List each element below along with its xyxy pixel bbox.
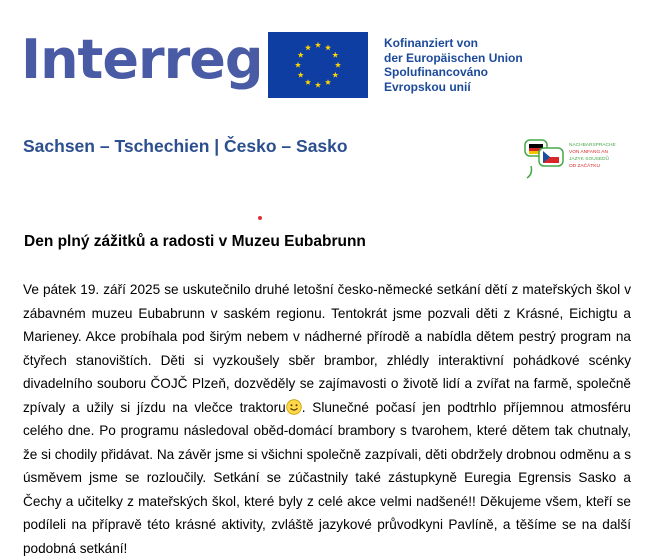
speech-bubbles-icon: [523, 136, 623, 186]
eu-line: der Europäischen Union: [384, 50, 523, 65]
badge-line: JAZYK SOUSEDŮ: [569, 157, 609, 162]
eu-line: Spolufinancováno: [384, 65, 489, 79]
badge-line: VON ANFANG AN: [569, 150, 608, 155]
body-text-part1: Ve pátek 19. září 2025 se uskutečnilo druhé letošní česko-německé setkání dětí z mateřských škol v zábavném muzeu Eubabrunn v saském regionu. Tentokrát jsme pozvali děti z Krásné, Eichigtu a Marieney. Akce probíhala pod širým nebem v nádherné přírodě a nabídla dětem pestrý program na čtyřech stanovištích. Děti si vyzkoušely sběr brambor, zhlédly interaktivní pohádkové scénky divadelního souboru ČOJČ Plzeň, dozvěděly se zajímavosti o životě lidí a zvířat na farmě, společně zpívaly a užily si jízdu na vlečce traktoru: [23, 282, 631, 415]
region-label: Sachsen – Tschechien | Česko – Sasko: [23, 136, 348, 156]
header: [0, 0, 653, 120]
interreg-logo: Interreg: [21, 28, 263, 91]
body-text-part2: . Slunečné počasí jen podtrhlo příjemnou atmosféru celého dne. Po programu následoval oběd-domácí brambory s tvarohem, které dětem tak chutnaly, že si chodily přidávat. Na závěr jsme si všichni společně zazpívali, děti obdržely drobnou odměnu a s úsměvem jsme se rozloučily. Setkání se zúčastnily také zástupkyně Euregia Egrensis Sasko a Čechy a učitelky z mateřských škol, které byly z celé akce velmi nadšené!! Děkujeme všem, kteří se podíleli na přípravě této krásné aktivity, zvláště jazykové průvodkyni Pavlíně, a těšíme se na další podobná setkání!: [23, 399, 631, 556]
badge-line: OD ZAČÁTKU: [569, 164, 600, 169]
eu-flag-icon: [268, 32, 368, 98]
eu-line: Kofinanziert von: [384, 36, 479, 50]
badge-line: NACHBARSPRACHE: [569, 143, 616, 148]
document-title: Den plný zážitků a radosti v Muzeu Eubabrunn: [24, 233, 366, 250]
eu-cofinancing-text: [384, 36, 523, 94]
smiley-icon: [286, 399, 302, 415]
red-dot-mark: [258, 216, 262, 220]
document-body: [23, 278, 631, 560]
eu-line: Evropskou unií: [384, 79, 471, 94]
